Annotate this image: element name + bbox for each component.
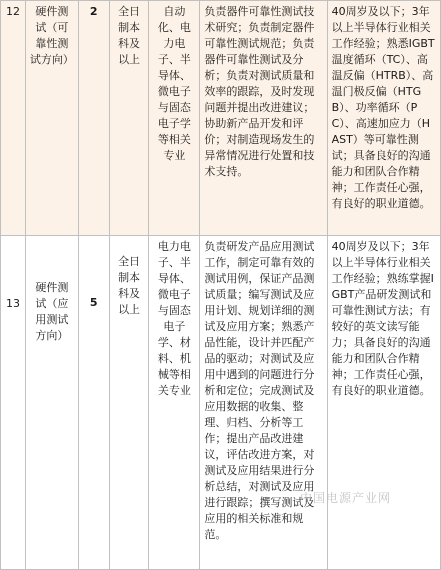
table-row — [1, 1, 441, 236]
table-row — [1, 236, 441, 570]
row-index: 13 — [1, 236, 26, 570]
duties-cell: 负责器件可靠性测试技术研究；负责制定器件可靠性测试规范；负责器件可靠性测试及分析；负责对测试质量和效率的跟踪，及时发现问题并提出改进建议；协助新产品开发和评价；对制造现场发生的异常情况进行处置和技术支持。 — [200, 1, 327, 236]
major-cell: 电力电子、半导体、微电子与固态电子学、材料、机械等相关专业 — [149, 236, 200, 570]
education-cell: 全日制本科及以上 — [109, 1, 149, 236]
watermark-text: 中国电源产业网 — [300, 491, 392, 505]
headcount-cell: 5 — [78, 236, 109, 570]
education-cell: 全日制本科及以上 — [109, 236, 149, 570]
headcount-cell: 2 — [78, 1, 109, 236]
duties-cell: 负责研发产品应用测试工作，制定可靠有效的测试用例，保证产品测试质量；编写测试及应用计划、规划详细的测试及应用方案；熟悉产品性能，设计并匹配产品的驱动；对测试及应用中遇到的问题进行分析和定位；完成测试及应用数据的收集、整理、归档、分析等工作；提出产品改进建议，评估改进方案，对测试及应用结果进行分析总结，对测试及应用进行跟踪；撰写测试及应用的相关标准和规范。 — [200, 236, 327, 570]
requirements-cell: 40周岁及以下；3年以上半导体行业相关工作经验；熟练掌握IGBT产品研发测试和可靠性测试方法；有较好的英文读写能力；具备良好的沟通能力和团队合作精神；工作责任心强，有良好的职业道德。 — [327, 236, 440, 570]
requirements-cell: 40周岁及以下；3年以上半导体行业相关工作经验；熟悉IGBT温度循环（TC）、高温反偏（HTRB）、高温门极反偏（HTGB）、功率循环（PC）、高速加应力（HAST）等可靠性测试；具备良好的沟通能力和团队合作精神；工作责任心强，有良好的职业道德。 — [327, 1, 440, 236]
row-index: 12 — [1, 1, 26, 236]
position-cell: 硬件测试（应用测试方向） — [25, 236, 78, 570]
major-cell: 自动化、电力电子、半导体、微电子与固态电子学等相关专业 — [149, 1, 200, 236]
position-cell: 硬件测试（可靠性测试方向） — [25, 1, 78, 236]
